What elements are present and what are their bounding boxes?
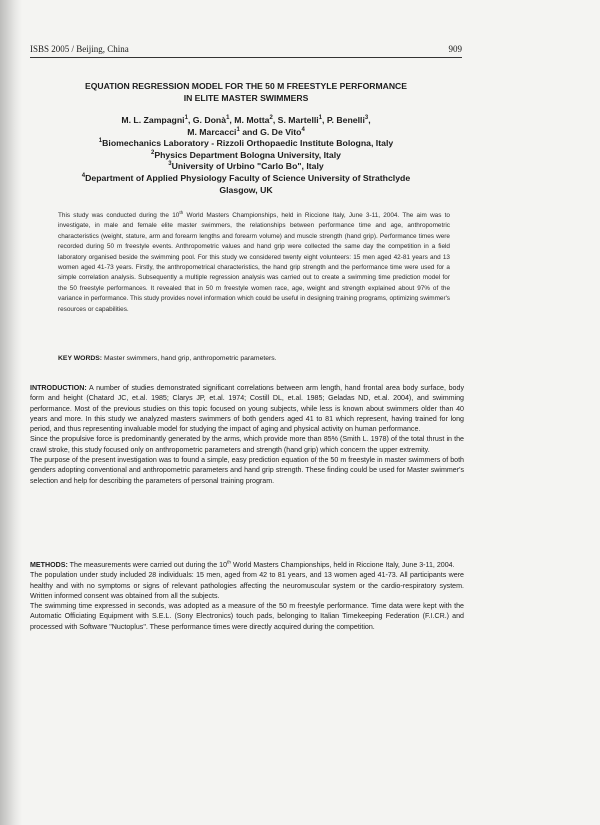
- scan-edge-shadow: [0, 0, 22, 825]
- paragraph-text: A number of studies demonstrated significant correlations between arm length, hand frontal area body surface, body form and height (Chatard JC, et.al. 1985; Clarys JP, et.al. 1974; Costill DL, et.al. 1985; Geladas ND, et.al. 2004), and swimming performance. Most of the previous studies on this topic focused on young subjects, while less is known about swimmers older than 40 years and more. In this study we analyzed masters swimmers of both genders aged 41 to 81 which represent, having trained for long period, and thus representing invaluable model for studying the impact of aging and physical activity on human performance.: [30, 384, 464, 434]
- author-affil-mark: 1: [226, 115, 230, 122]
- affiliation: [30, 150, 462, 162]
- affiliation: [30, 138, 462, 150]
- author-name: M. Marcacci: [187, 126, 237, 137]
- affiliation: [30, 161, 462, 173]
- author-line-1: [30, 115, 462, 127]
- affiliation: [30, 185, 462, 197]
- author-affil-mark: 4: [301, 126, 305, 133]
- paragraph-text: The measurements were carried out during the 10: [67, 561, 228, 569]
- abstract: [58, 211, 450, 315]
- affiliation-mark: 2: [150, 149, 155, 156]
- introduction-section: [30, 383, 464, 486]
- author-affil-mark: 1: [184, 115, 188, 122]
- abstract-text: This study was conducted during the 10: [58, 212, 180, 219]
- author-name: M. L. Zampagni: [121, 115, 185, 125]
- keywords-text: Master swimmers, hand grip, anthropometric parameters.: [102, 355, 277, 362]
- author-name: and G. De Vito: [239, 126, 302, 137]
- author-name: , M. Motta: [229, 115, 270, 125]
- paper-title: [30, 80, 462, 104]
- paragraph: The purpose of the present investigation was to found a simple, easy prediction equation of the 50 m freestyle in master swimmers of both genders adopting conventional and anthropometric parameters and hand grip strength. These finding could be used for Master swimmer's selection and help for describing the parameters of personal training program.: [30, 456, 464, 485]
- title-line-2: IN ELITE MASTER SWIMMERS: [183, 93, 309, 103]
- ordinal-suffix: th: [227, 560, 232, 566]
- section-heading: METHODS:: [30, 561, 68, 569]
- author-name: , S. Martelli: [272, 115, 319, 125]
- paragraph: [30, 383, 464, 434]
- author-line-2: [30, 127, 462, 139]
- affiliation-mark: 1: [98, 138, 103, 145]
- ordinal-suffix: th: [179, 210, 184, 216]
- paragraph: The swimming time expressed in seconds, was adopted as a measure of the 50 m freestyle performance. Time data were kept with the Automatic Officiating Equipment with S.E.L. (Sony Electronics) touch pads, belonging to Italian Timekeeping Federation (F.I.CR.) and processed with Software "Nuctoplus". These performance times were directly acquired during the competition.: [30, 602, 464, 631]
- paragraph: The population under study included 28 individuals: 15 men, aged from 42 to 81 years, and 13 women aged 41-73. All participants were healthy and with no symptoms or signs of relevant pathologies affecting the neuromuscular system or the cardio-respiratory system. Written informed consent was obtained from all the subjects.: [30, 571, 464, 600]
- paragraph-text: World Masters Championships, held in Riccione Italy, June 3-11, 2004.: [231, 561, 455, 569]
- affiliation-mark: 4: [81, 173, 86, 180]
- section-heading: INTRODUCTION:: [30, 384, 87, 392]
- affiliation-text: University of Urbino "Carlo Bo", Italy: [171, 161, 324, 172]
- running-header: [30, 44, 462, 54]
- page-number: 909: [448, 44, 462, 54]
- header-rule: [30, 57, 462, 58]
- methods-section: [30, 560, 464, 632]
- author-block: [30, 115, 462, 196]
- affiliation-text: Department of Applied Physiology Faculty of Science University of Strathclyde: [85, 172, 411, 183]
- author-name: , P. Benelli: [322, 115, 365, 125]
- affiliation: [30, 173, 462, 185]
- author-affil-mark: 1: [236, 126, 240, 133]
- author-affil-mark: 2: [269, 115, 273, 122]
- paragraph: Since the propulsive force is predominantly generated by the arms, which provide more than 85% (Smith L. 1978) of the total thrust in the crawl stroke, this study focused only on anthropometric parameters and strength (hand grip) which concern the upper extremity.: [30, 435, 464, 454]
- abstract-text: World Masters Championships, held in Riccione Italy, June 3-11, 2004. The aim was to investigate, in male and female elite master swimmers, the relationships between performance time and age, anthropometric characteristics (weight, stature, arm and forearm lengths and forearm volume) and muscle strength (hand grip). Performance times were recorded during 50 m freestyle events. Anthropometric values and hand grip were collected the same day the competition in a field laboratory organised beside the swimming pool. For this study we considered twenty eight volunteers: 15 men aged 42-81 years and 13 women aged 41-73 years. Firstly, the anthropometrical characteristics, the hand grip strength and the performance time were used for a simple correlation analysis. Subsequently a multiple regression analysis was carried out to create a swimming time prediction model for the 50 freestyle performances. It revealed that in 50 m freestyle women race, age, weight and strength explained about 97% of the variance in performance. This study provides novel information which could be useful in designing training programs, optimizing swimmer's resources or capabilities.: [58, 212, 450, 313]
- author-affil-mark: 3: [364, 115, 369, 122]
- author-affil-mark: 1: [318, 115, 323, 122]
- author-separator: ,: [368, 115, 371, 125]
- title-line-1: EQUATION REGRESSION MODEL FOR THE 50 M FREESTYLE PERFORMANCE: [85, 81, 407, 91]
- paragraph: [30, 560, 464, 570]
- affiliation-text: Biomechanics Laboratory - Rizzoli Orthopaedic Institute Bologna, Italy: [102, 138, 394, 149]
- author-name: , G. Donà: [187, 115, 227, 125]
- affiliation-text: Glasgow, UK: [219, 184, 273, 195]
- affiliation-mark: 3: [168, 161, 172, 168]
- keywords: [58, 354, 450, 364]
- conference-label: ISBS 2005 / Beijing, China: [30, 44, 129, 54]
- affiliation-text: Physics Department Bologna University, Italy: [154, 149, 342, 160]
- keywords-label: KEY WORDS:: [58, 355, 103, 362]
